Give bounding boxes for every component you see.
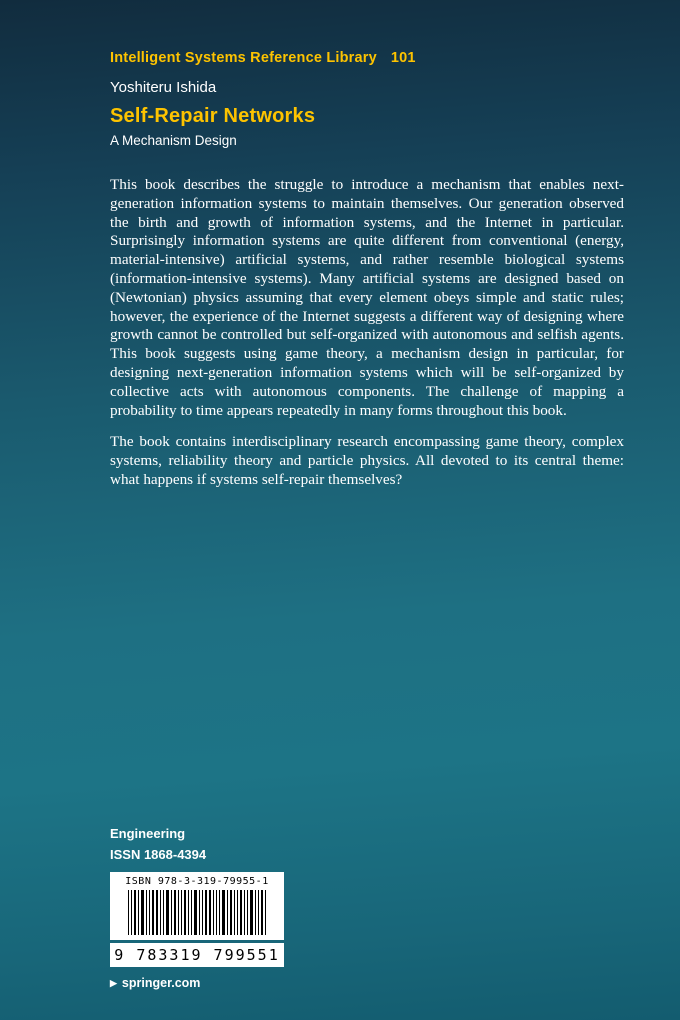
- barcode-bar: [250, 890, 253, 935]
- barcode-bar: [247, 890, 248, 935]
- back-cover-blurb: [110, 176, 624, 503]
- footer-block: [110, 826, 630, 990]
- barcode-bar: [222, 890, 225, 935]
- blurb-paragraph-1: This book describes the struggle to introduce a mechanism that enables next-generation information systems to maintain themselves. Our generation observed the birth and growth of information systems, and the Internet in particular. Surprisingly information systems are quite different from conventional (energy, material-intensive) artificial systems, and rather resemble biological systems (information-intensive systems). Many artificial systems are designed based on (Newtonian) physics assuming that every element obeys simple and static rules; however, the experience of the Internet suggests a different way of designing where growth cannot be controlled but self-organized with autonomous and selfish agents. This book suggests using game theory, a mechanism design in particular, for designing next-generation information systems which will be self-organized by collective acts with autonomous components. The challenge of mapping a probability to time appears repeatedly in many forms throughout this book.: [110, 176, 624, 419]
- barcode-bar: [194, 890, 197, 935]
- barcode-box: [110, 872, 284, 940]
- barcode-bar: [199, 890, 200, 935]
- ean-digits: 9 783319 799551: [110, 943, 284, 967]
- springer-arrow-icon: ▶: [110, 978, 117, 988]
- barcode-bar: [174, 890, 176, 935]
- barcode-bar: [213, 890, 214, 935]
- author-name: Yoshiteru Ishida: [110, 79, 217, 96]
- barcode-bar: [128, 890, 129, 935]
- book-subtitle: A Mechanism Design: [110, 133, 237, 148]
- barcode-bar: [227, 890, 228, 935]
- barcode-bar: [171, 890, 172, 935]
- barcode-bar: [134, 890, 136, 935]
- isbn-label: ISBN 978-3-319-79955-1: [125, 876, 269, 887]
- barcode-bar: [181, 890, 182, 935]
- series-title-line: [110, 50, 630, 66]
- barcode-bar: [219, 890, 220, 935]
- barcode-bar: [184, 890, 186, 935]
- barcode-bar: [237, 890, 238, 935]
- barcode-bar: [240, 890, 242, 935]
- barcode-bar: [202, 890, 203, 935]
- barcode-bar: [258, 890, 259, 935]
- barcode-bar: [141, 890, 144, 935]
- barcode-bar: [149, 890, 150, 935]
- barcode-bar: [234, 890, 235, 935]
- barcode-bar: [166, 890, 169, 935]
- publisher-url: springer.com: [121, 976, 201, 990]
- barcode-bar: [138, 890, 139, 935]
- barcode-bar: [205, 890, 207, 935]
- publisher-line: [110, 976, 630, 990]
- barcode-bar: [160, 890, 161, 935]
- barcode-bar: [265, 890, 266, 935]
- barcode-bar: [209, 890, 211, 935]
- barcode-bar: [146, 890, 147, 935]
- barcode-bar: [163, 890, 164, 935]
- barcode-bar: [156, 890, 158, 935]
- barcode-bar: [230, 890, 232, 935]
- book-title: Self-Repair Networks: [110, 105, 316, 127]
- barcode-bar: [191, 890, 192, 935]
- issn-number: ISSN 1868-4394: [110, 847, 207, 862]
- subject-category: Engineering: [110, 826, 186, 841]
- barcode-bar: [152, 890, 154, 935]
- series-name: Intelligent Systems Reference Library: [110, 50, 377, 66]
- barcode-bar: [261, 890, 263, 935]
- blurb-paragraph-2: The book contains interdisciplinary research encompassing game theory, complex systems, reliability theory and particle physics. All devoted to its central theme: what happens if systems self-repair themselves?: [110, 433, 624, 488]
- barcode-bar: [188, 890, 189, 935]
- header-block: [110, 50, 630, 148]
- barcode-bar: [216, 890, 217, 935]
- barcode-bar: [131, 890, 132, 935]
- barcode-bar: [244, 890, 245, 935]
- barcode-bar: [255, 890, 256, 935]
- barcode: [118, 890, 276, 935]
- series-volume-number: 101: [390, 50, 416, 66]
- barcode-bar: [178, 890, 179, 935]
